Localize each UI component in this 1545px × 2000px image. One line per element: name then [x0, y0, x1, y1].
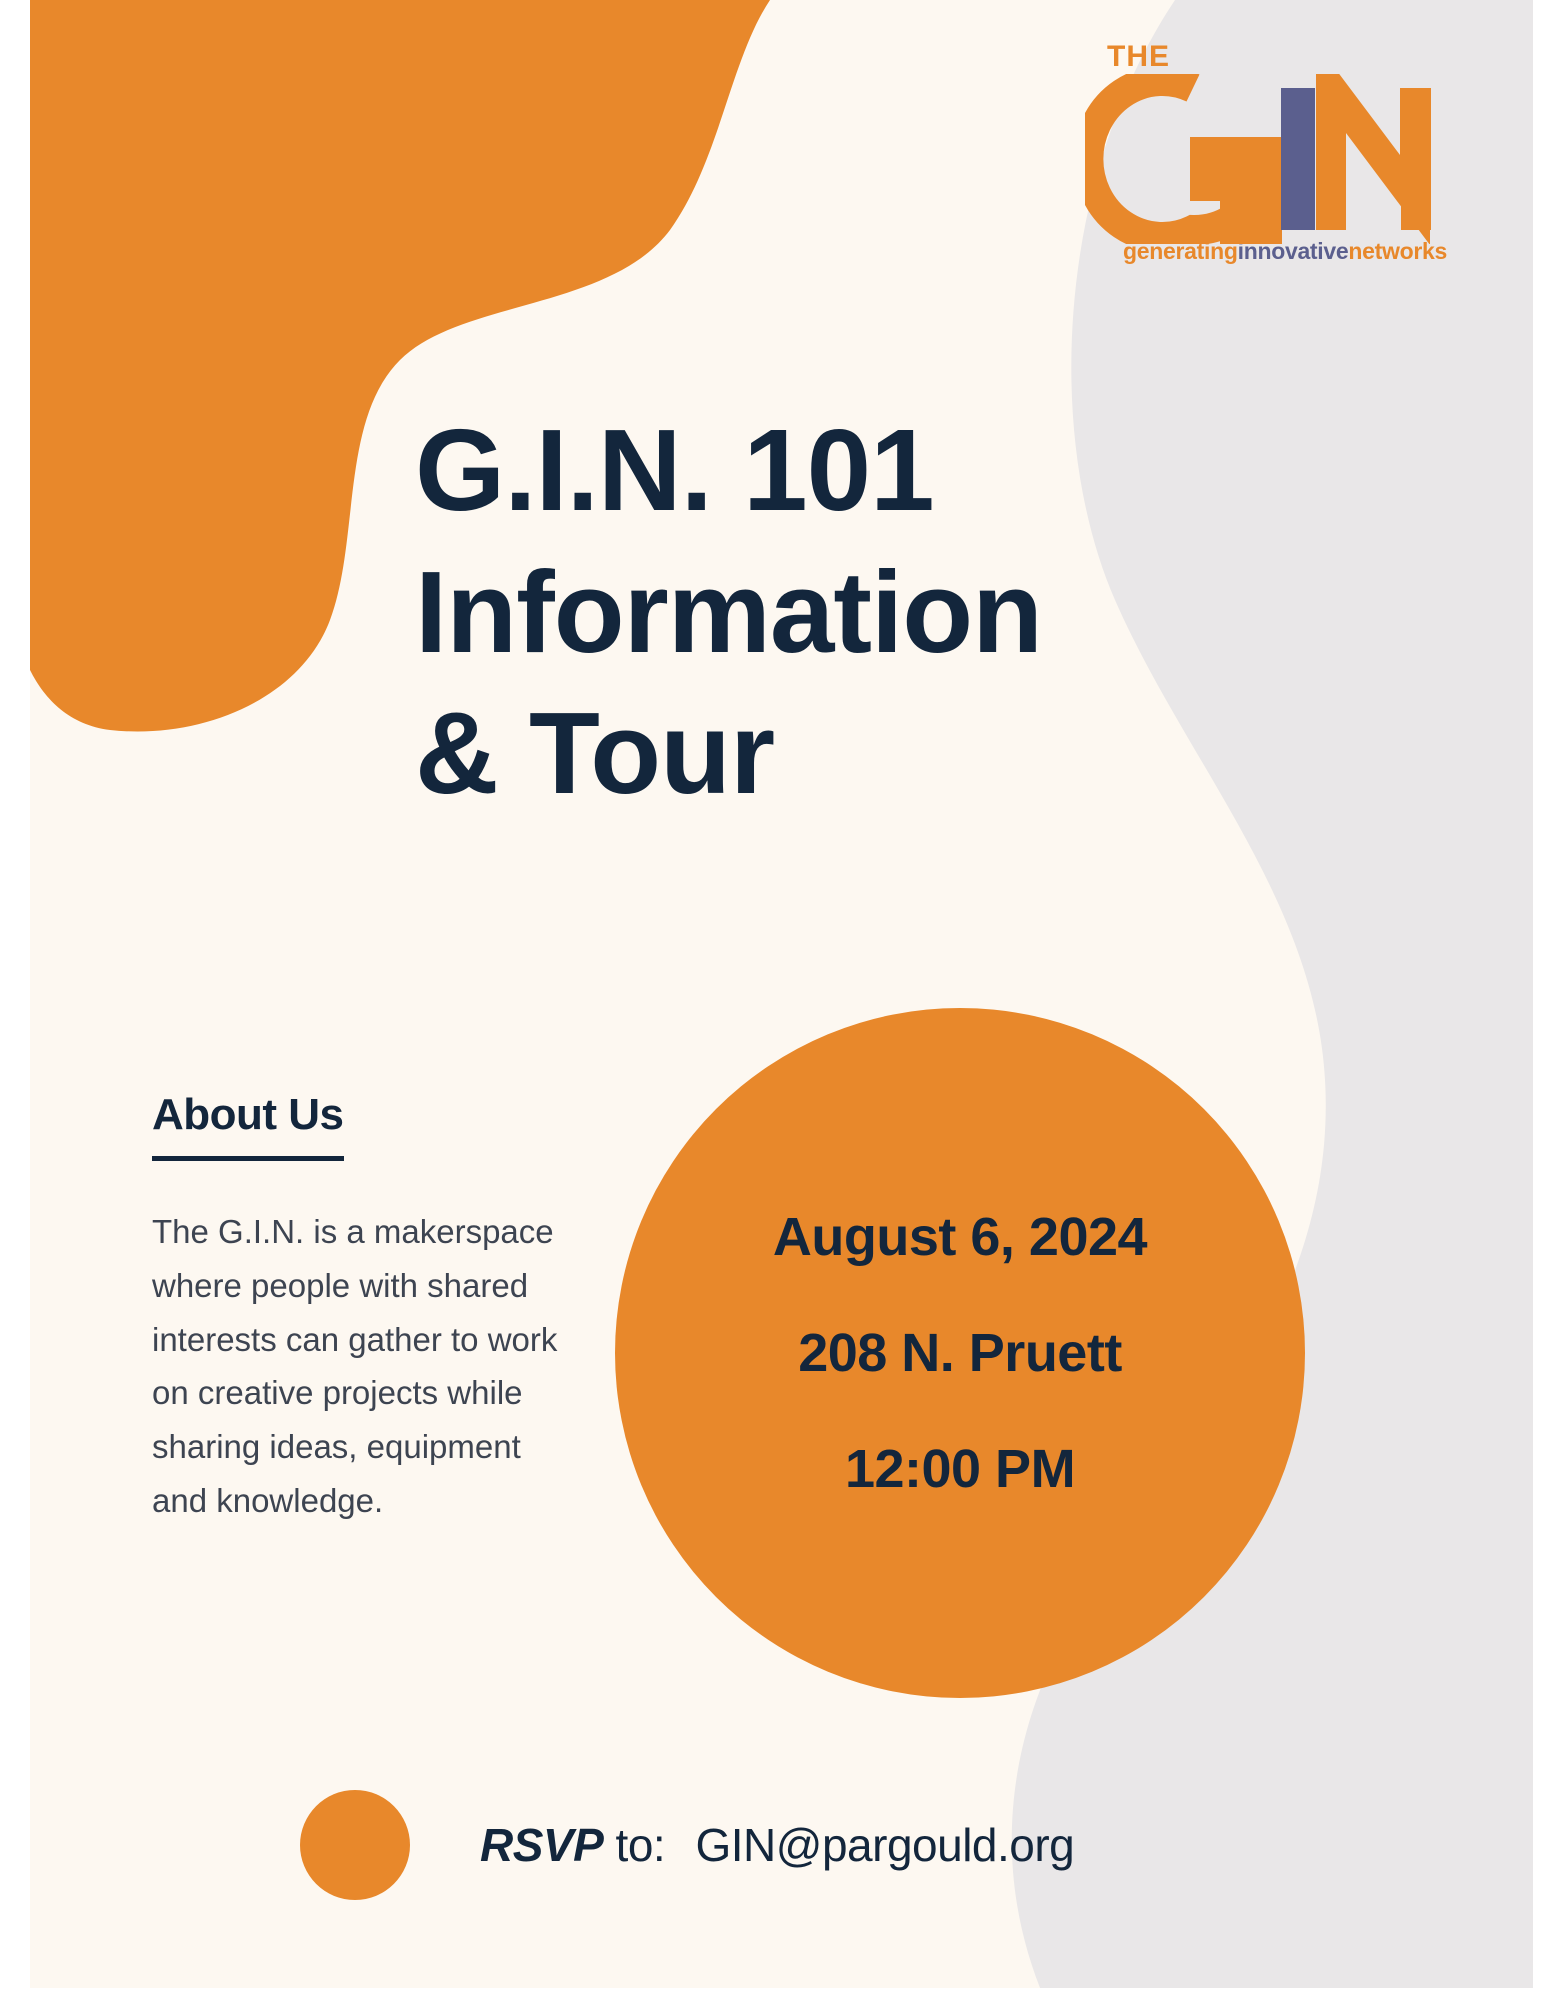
logo-gin-icon [1085, 74, 1485, 244]
rsvp-line [480, 1818, 1074, 1872]
frame-edge-left [0, 0, 30, 2000]
grey-wave-decoration [925, 0, 1545, 2000]
logo-the-text: THE [1107, 40, 1170, 73]
about-body-text: The G.I.N. is a makerspace where people with shared interests can gather to work on creative projects while sharing ideas, equipment and knowledge. [152, 1213, 558, 1519]
about-heading: About Us [152, 1090, 344, 1161]
logo [1085, 40, 1485, 290]
title-line-1: G.I.N. 101 [415, 405, 934, 535]
logo-gin-mark [1085, 74, 1485, 244]
event-address: 208 N. Pruett [798, 1323, 1122, 1383]
logo-tagline: generatinginnovativenetworks [1123, 238, 1447, 264]
event-details-circle [615, 1008, 1305, 1698]
rsvp-label: RSVP [480, 1819, 604, 1871]
event-time: 12:00 PM [844, 1439, 1076, 1499]
page-title [415, 400, 1415, 825]
title-line-2: Information [415, 546, 1042, 677]
frame-edge-bottom [0, 1988, 1545, 2000]
rsvp-email[interactable]: GIN@pargould.org [695, 1819, 1075, 1871]
orange-dot-decoration [300, 1790, 410, 1900]
title-line-3: & Tour [415, 688, 775, 819]
rsvp-to-text: to: [615, 1819, 666, 1871]
event-date: August 6, 2024 [772, 1207, 1148, 1267]
frame-edge-right [1533, 0, 1545, 2000]
about-section [152, 1090, 582, 1528]
